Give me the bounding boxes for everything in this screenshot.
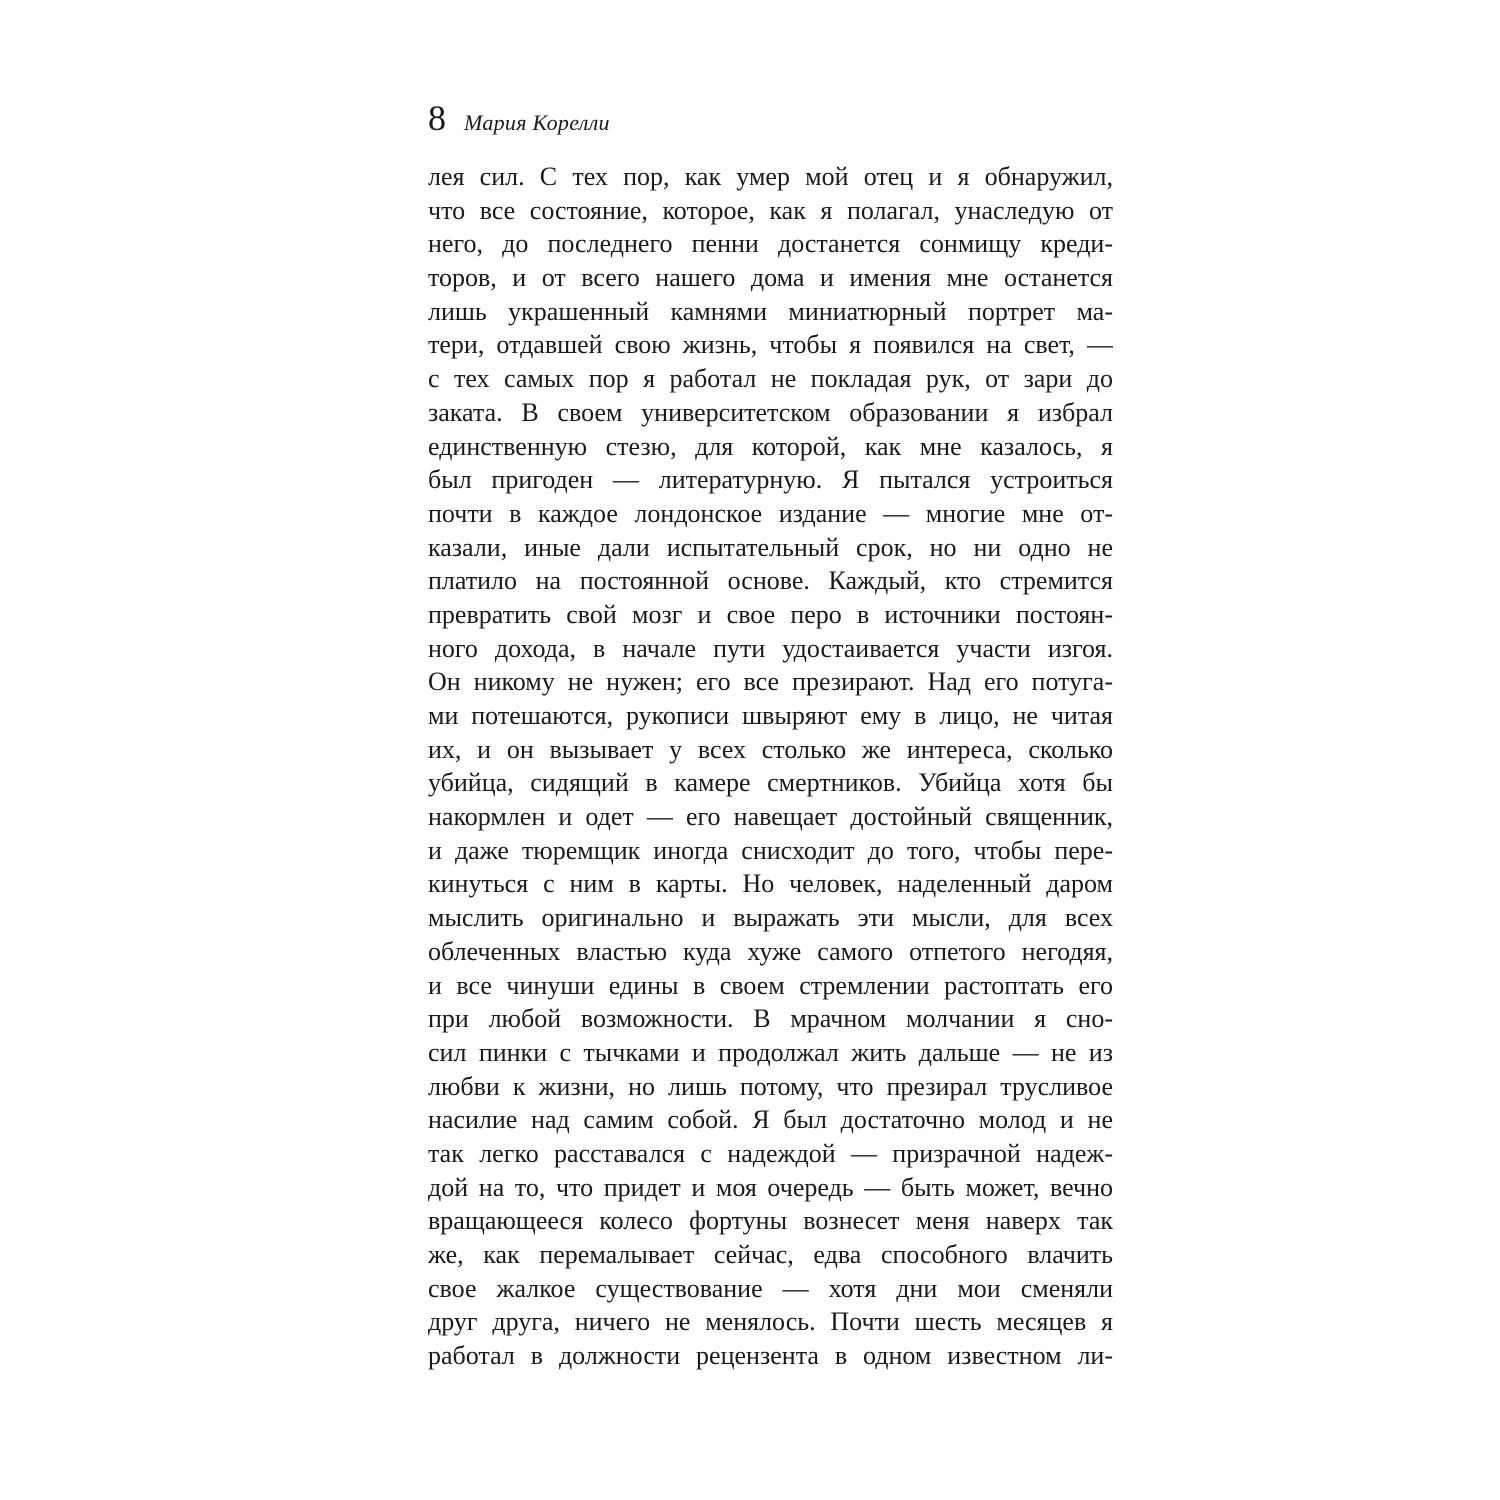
text-line: лишь украшенный камнями миниатюрный портрет ма- [428,296,1113,326]
text-line: при любой возможности. В мрачном молчании я сно- [428,1004,1113,1034]
text-line: друг друга, ничего не менялось. Почти шесть месяцев я [428,1307,1113,1337]
text-line: ми потешаются, рукописи швыряют ему в лицо, не читая [428,701,1113,730]
page-number: 8 [428,98,446,138]
text-line: Он никому не нужен; его все презирают. Над его потуга- [428,667,1113,697]
body-text [428,160,1113,1373]
text-line: ного дохода, в начале пути удостаивается участи изгоя. [428,633,1113,663]
text-line: их, и он вызывает у всех столько же интереса, сколько [428,734,1113,764]
text-line: любви к жизни, но лишь потому, что презирал трусливое [428,1071,1113,1101]
text-line: свое жалкое существование — хотя дни мои сменяли [428,1273,1113,1303]
text-line: накормлен и одет — его навещает достойный священник, [428,802,1113,832]
text-line: убийца, сидящий в камере смертников. Убийца хотя бы [428,768,1113,798]
text-line: него, до последнего пенни достанется сонмищу креди- [428,229,1113,259]
text-line: насилие над самим собой. Я был достаточно молод и не [428,1105,1113,1135]
text-line: что все состояние, которое, как я полагал, унаследую от [428,195,1113,225]
text-line: тери, отдавшей свою жизнь, чтобы я появился на свет, — [428,330,1113,360]
running-head [428,96,610,140]
text-line: так легко расставался с надеждой — призрачной надеж- [428,1138,1113,1168]
text-line: дой на то, что придет и моя очередь — быть может, вечно [428,1172,1113,1202]
text-line: вращающееся колесо фортуны вознесет меня наверх так [428,1206,1113,1236]
text-line: был пригоден — литературную. Я пытался устроиться [428,465,1113,495]
text-line: казали, иные дали испытательный срок, но ни одно не [428,532,1113,562]
text-line: превратить свой мозг и свое перо в источники постоян- [428,599,1113,629]
text-line: с тех самых пор я работал не покладая рук, от зари до [428,364,1113,394]
text-line: сил пинки с тычками и продолжал жить дальше — не из [428,1037,1113,1067]
text-line: же, как перемалывает сейчас, едва способного влачить [428,1240,1113,1269]
text-line: единственную стезю, для которой, как мне казалось, я [428,431,1113,461]
running-head-author: Мария Корелли [464,110,610,135]
text-line: кинуться с ним в карты. Но человек, наделенный даром [428,869,1113,899]
text-line: мыслить оригинально и выражать эти мысли, для всех [428,903,1113,933]
text-line: работал в должности рецензента в одном известном ли- [428,1341,1113,1371]
text-line: лея сил. С тех пор, как умер мой отец и я обнаружил, [428,162,1113,191]
text-line: платило на постоянной основе. Каждый, кто стремится [428,566,1113,596]
text-line: и даже тюремщик иногда снисходит до того, чтобы пере- [428,835,1113,865]
text-line: торов, и от всего нашего дома и имения мне останется [428,263,1113,293]
text-line: облеченных властью куда хуже самого отпетого негодяя, [428,936,1113,966]
text-line: и все чинуши едины в своем стремлении растоптать его [428,970,1113,1000]
text-line: почти в каждое лондонское издание — многие мне от- [428,498,1113,528]
text-line: заката. В своем университетском образовании я избрал [428,397,1113,427]
